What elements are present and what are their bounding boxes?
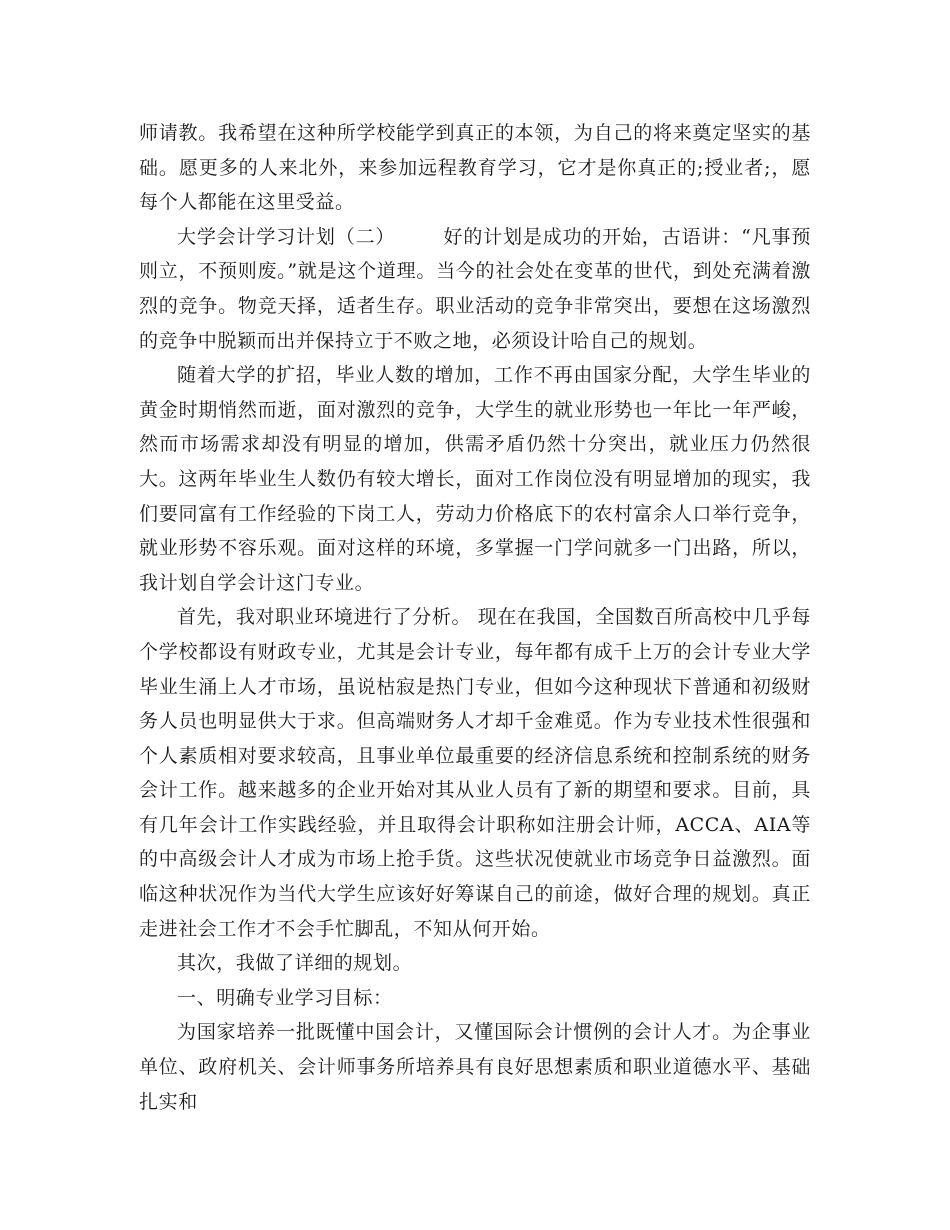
paragraph-3: [139, 358, 811, 600]
paragraph-7-text: 为国家培养一批既懂中国会计，又懂国际会计惯例的会计人才。为企事业单位、政府机关、会计师事务所培养具有良好思想素质和职业道德水平、基础扎实和: [139, 1021, 811, 1113]
section-heading: 大学会计学习计划（二）: [177, 225, 396, 248]
paragraph-3-text: 随着大学的扩招，毕业人数的增加，工作不再由国家分配，大学生毕业的黄金时期悄然而逝，面对激烈的竞争，大学生的就业形势也一年比一年严峻，然而市场需求却没有明显的增加，供需矛盾仍然十分突出，就业压力仍然很大。这两年毕业生人数仍有较大增长，面对工作岗位没有明显增加的现实，我们要同富有工作经验的下岗工人，劳动力价格底下的农村富余人口举行竞争，就业形势不容乐观。面对这样的环境，多掌握一门学问就多一门出路，所以，我计划自学会计这门专业。: [139, 364, 811, 594]
paragraph-1: [139, 116, 811, 220]
paragraph-5: [139, 946, 811, 981]
paragraph-2: [139, 220, 811, 358]
paragraph-5-text: 其次，我做了详细的规划。: [177, 952, 413, 975]
paragraph-1-text: 师请教。我希望在这种所学校能学到真正的本领，为自己的将来奠定坚实的基础。愿更多的人来北外，来参加远程教育学习，它才是你真正的;授业者;，愿每个人都能在这里受益。: [139, 122, 811, 214]
document-body: [139, 116, 811, 1119]
paragraph-4: [139, 600, 811, 946]
paragraph-7: [139, 1015, 811, 1119]
paragraph-6: [139, 981, 811, 1016]
paragraph-2-text: 好的计划是成功的开始，古语讲：“凡事预则立，不预则废。”就是这个道理。当今的社会处在变革的世代，到处充满着激烈的竞争。物竞天择，适者生存。职业活动的竞争非常突出，要想在这场激烈的竞争中脱颖而出并保持立于不败之地，必须设计哈自己的规划。: [139, 225, 811, 352]
paragraph-4-text: 首先，我对职业环境进行了分析。 现在在我国，全国数百所高校中几乎每个学校都设有财政专业，尤其是会计专业，每年都有成千上万的会计专业大学毕业生涌上人才市场，虽说枯寂是热门专业，但如今这种现状下普通和初级财务人员也明显供大于求。但高端财务人才却千金难觅。作为专业技术性很强和个人素质相对要求较高，且事业单位最重要的经济信息系统和控制系统的财务会计工作。越来越多的企业开始对其从业人员有了新的期望和要求。目前，具有几年会计工作实践经验，并且取得会计职称如注册会计师，ACCA、AIA等的中高级会计人才成为市场上抢手货。这些状况使就业市场竞争日益激烈。面临这种状况作为当代大学生应该好好筹谋自己的前途，做好合理的规划。真正走进社会工作才不会手忙脚乱，不知从何开始。: [139, 606, 811, 940]
paragraph-6-text: 一、明确专业学习目标：: [177, 986, 393, 1009]
